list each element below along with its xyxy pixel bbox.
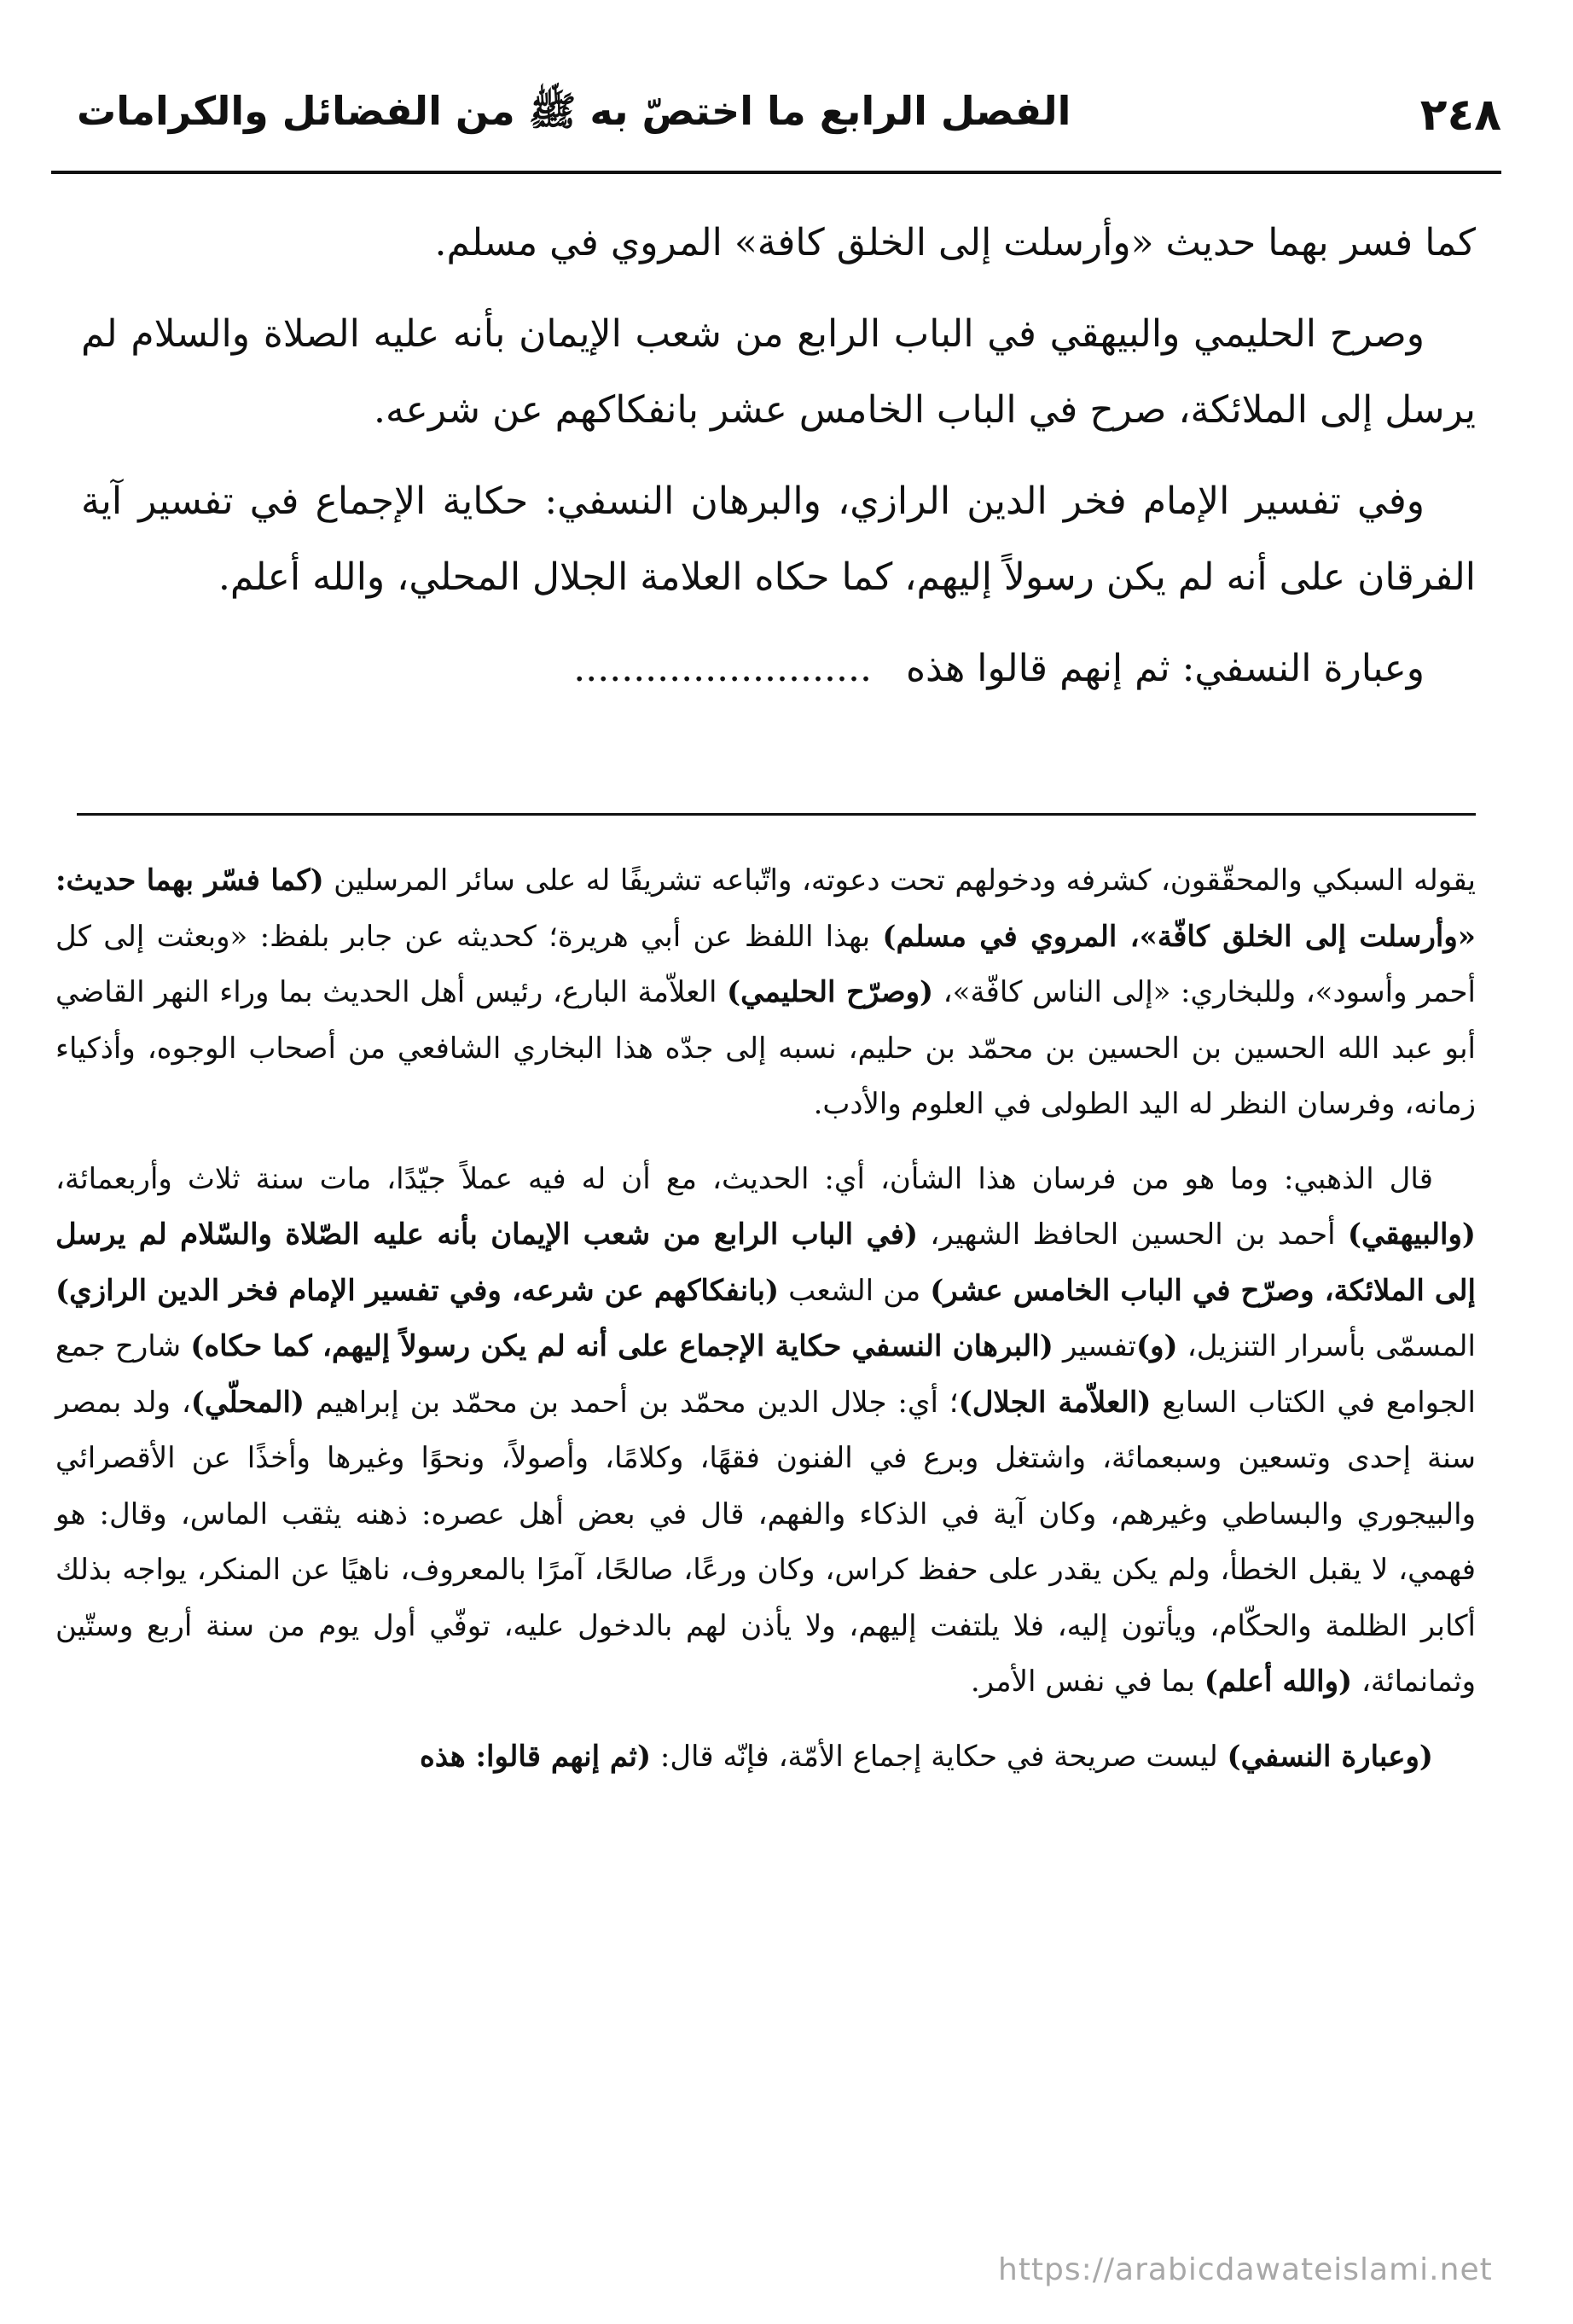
commentary-span: بما في نفس الأمر. [970,1665,1204,1699]
main-text-span: كما فسر بهما حديث «وأرسلت إلى الخلق كافة» المروي في مسلم. [434,221,1476,264]
main-paragraph [81,296,1476,448]
quoted-main-text: (والبيهقي) [1347,1217,1476,1252]
quoted-main-text: (كما فسّر بهما حديث: «وأرسلت إلى الخلق كافّة»، المروي في مسلم) [55,863,1477,954]
quoted-main-text: (في الباب الرابع من شعب الإيمان بأنه عليه الصّلاة والسّلام لم يرسل إلى الملائكة، وصرّح في الباب الخامس عشر) [55,1217,1476,1308]
quoted-main-text: (وعبارة النسفي) [1227,1739,1433,1774]
continuation-dots: ......................... [573,647,872,690]
main-text-span: وعبارة النسفي: ثم إنهم قالوا هذه [905,647,1425,690]
main-text-span: وصرح الحليمي والبيهقي في الباب الرابع من شعب الإيمان بأنه عليه الصلاة والسلام لم يرسل إلى الملائكة، صرح في الباب الخامس عشر بانفكاكهم عن شرعه. [81,312,1476,432]
commentary-span: يقوله السبكي والمحقّقون، كشرفه ودخولهم تحت دعوته، واتّباعه تشريفًا له على سائر المرسلين [323,863,1476,898]
source-watermark: https://arabicdawateislami.net [998,2252,1493,2287]
main-text [81,205,1476,722]
commentary-span: أحمد بن الحسين الحافظ الشهير، [918,1217,1348,1252]
header-rule [51,171,1501,174]
commentary-span: بهذا اللفظ عن أبي هريرة؛ كحديثه عن جابر بلفظ: «وبعثت إلى كل أحمر وأسود»، وللبخاري: «إلى الناس كافّة»، [55,919,1476,1009]
commentary-span: ، ولد بمصر سنة إحدى وتسعين وسبعمائة، واشتغل وبرع في الفنون فقهًا، وكلامًا، وأصولاً، ونحوًا وغيرها وأخذًا عن الأقصرائي والبيجوري والبساطي وغيرهم، وكان آية في الذكاء والفهم، قال في بعض أهل عصره: ذهنه يثقب الماس، وقال: هو فهمي، لا يقبل الخطأ، ولم يكن يقدر على حفظ كراس، وكان ورعًا، صالحًا، آمرًا بالمعروف، ناهيًا عن المنكر، يواجه بذلك أكابر الظلمة والحكّام، ويأتون إليه، فلا يلتفت إليهم، ولا يأذن لهم بالدخول عليه، توفّي أول يوم من سنة أربع وستّين وثمانمائة، [55,1385,1476,1699]
quoted-main-text: (و) [1135,1329,1178,1363]
quoted-main-text: (والله أعلم) [1204,1665,1353,1699]
separator-rule [77,813,1476,816]
main-paragraph [81,205,1476,281]
main-paragraph [81,463,1476,615]
commentary-text [55,853,1476,1804]
page-header [77,85,1501,145]
commentary-paragraph [55,853,1476,1133]
commentary-span: شارح جمع الجوامع في الكتاب السابع [55,1329,1476,1420]
main-text-span: وفي تفسير الإمام فخر الدين الرازي، والبرهان النسفي: حكاية الإجماع في تفسير آية الفرقان على أنه لم يكن رسولاً إليهم، كما حكاه العلامة الجلال المحلي، والله أعلم. [81,479,1476,599]
quoted-main-text: (المحلّي) [190,1385,305,1420]
main-paragraph [81,630,1476,706]
quoted-main-text: (ثم إنهم قالوا: هذه [420,1739,652,1774]
page-number: ٢٤٨ [1419,90,1501,141]
running-title: الفصل الرابع ما اختصّ به ﷺ من الفضائل والكرامات [77,87,1071,134]
commentary-span: العلاّمة البارع، رئيس أهل الحديث بما وراء النهر القاضي أبو عبد الله الحسين بن الحسين بن محمّد بن حليم، نسبه إلى جدّه هذا البخاري الشافعي من أصحاب الوجوه، وأذكياء زمانه، وفرسان النظر له اليد الطولى في العلوم والأدب. [55,975,1476,1121]
commentary-span: ؛ أي: جلال الدين محمّد بن أحمد بن محمّد بن إبراهيم [304,1385,959,1420]
commentary-span: ليست صريحة في حكاية إجماع الأمّة، فإنّه قال: [651,1739,1228,1774]
commentary-span: تفسير [1053,1329,1136,1363]
commentary-span: قال الذهبي: وما هو من فرسان هذا الشأن، أي: الحديث، مع أن له فيه عملاً جيّدًا، مات سنة ثلاث وأربعمائة، [55,1161,1433,1196]
quoted-main-text: (وصرّح الحليمي) [727,975,934,1009]
quoted-main-text: (العلاّمة الجلال) [958,1385,1152,1420]
commentary-paragraph [55,1729,1476,1786]
quoted-main-text: (البرهان النسفي حكاية الإجماع على أنه لم يكن رسولاً إليهم، كما حكاه) [190,1329,1054,1363]
commentary-span: من الشعب [779,1273,931,1308]
commentary-paragraph [55,1152,1476,1711]
quoted-main-text: (بانفكاكهم عن شرعه، وفي تفسير الإمام فخر الدين الرازي) [55,1273,780,1308]
commentary-span: المسمّى بأسرار التنزيل، [1177,1329,1476,1363]
